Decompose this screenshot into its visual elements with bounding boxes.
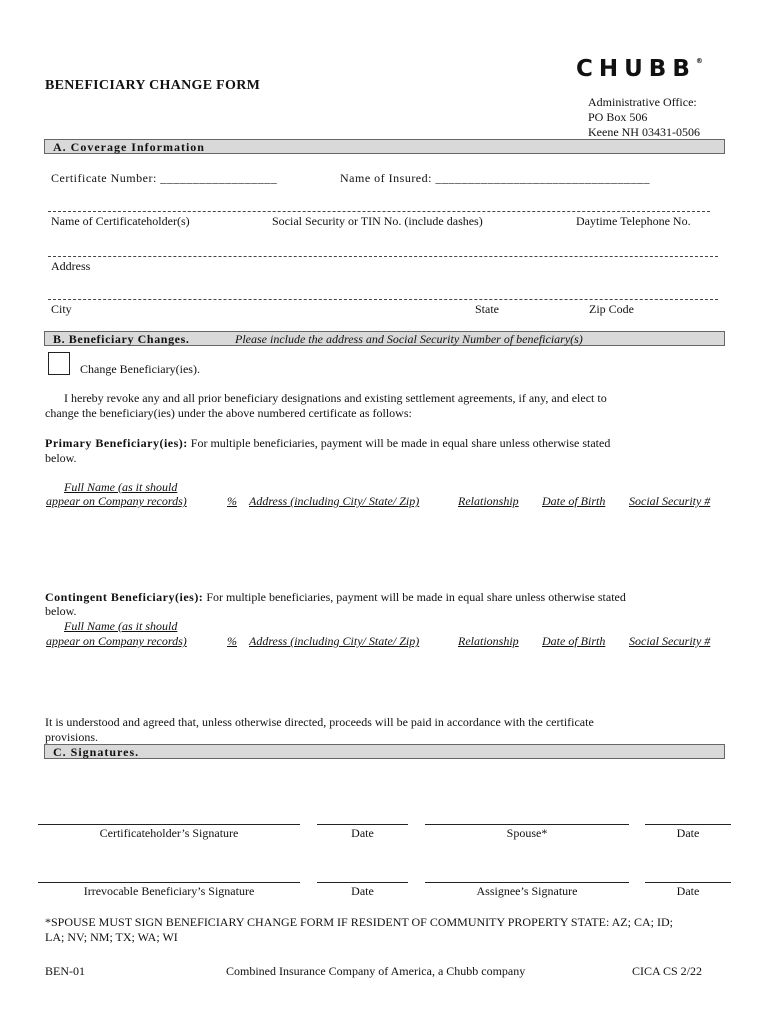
contingent-description-line-2: below. <box>45 604 77 618</box>
spouse-label: Spouse* <box>506 826 548 840</box>
contingent-col-relationship: Relationship <box>458 634 519 648</box>
primary-beneficiary-text <box>45 436 610 451</box>
contingent-col-fullname-1: Full Name (as it should <box>64 619 178 633</box>
form-code: CICA CS 2/22 <box>632 964 703 978</box>
certificateholder-date-line[interactable] <box>317 824 408 825</box>
date-label-2: Date <box>676 826 700 840</box>
admin-office-line-1: Administrative Office: <box>588 95 697 109</box>
primary-col-percent: % <box>227 494 237 508</box>
section-b-note: Please include the address and Social Security Number of beneficiary(s) <box>235 332 583 346</box>
certificateholder-signature-label: Certificateholder’s Signature <box>99 826 239 840</box>
date-label-1: Date <box>351 826 374 840</box>
admin-office-line-2: PO Box 506 <box>588 110 648 124</box>
assignee-date-line[interactable] <box>645 882 731 883</box>
contingent-description: For multiple beneficiaries, payment will be made in equal share unless otherwise stated <box>206 590 626 604</box>
contingent-col-fullname-2: appear on Company records) <box>46 634 187 648</box>
certificate-number-field[interactable]: Certificate Number: __________________ <box>51 171 278 185</box>
change-beneficiary-label: Change Beneficiary(ies). <box>80 362 200 376</box>
contingent-beneficiary-text <box>45 590 626 605</box>
city-label: City <box>51 302 72 316</box>
spouse-note-line-2: LA; NV; NM; TX; WA; WI <box>45 930 178 944</box>
section-b-label: B. Beneficiary Changes. <box>53 332 190 346</box>
primary-col-ssn: Social Security # <box>629 494 711 508</box>
form-title: BENEFICIARY CHANGE FORM <box>45 78 261 93</box>
name-of-insured-field[interactable]: Name of Insured: _________________________________ <box>340 171 650 185</box>
state-label: State <box>475 302 499 316</box>
address-line[interactable] <box>48 256 718 257</box>
assignee-signature-line[interactable] <box>425 882 629 883</box>
primary-col-dob: Date of Birth <box>542 494 606 508</box>
section-a-header <box>44 139 725 154</box>
daytime-phone-label: Daytime Telephone No. <box>576 214 691 228</box>
primary-col-address: Address (including City/ State/ Zip) <box>249 494 420 508</box>
assignee-signature-label: Assignee’s Signature <box>476 884 578 898</box>
section-b-header <box>44 331 725 346</box>
spouse-note-line-1: *SPOUSE MUST SIGN BENEFICIARY CHANGE FORM IF RESIDENT OF COMMUNITY PROPERTY STATE: AZ; CA; ID; <box>45 915 673 929</box>
certificateholder-label: Name of Certificateholder(s) <box>51 214 190 228</box>
irrevocable-signature-label: Irrevocable Beneficiary’s Signature <box>83 884 255 898</box>
certificateholder-signature-line[interactable] <box>38 824 300 825</box>
section-a-label: A. Coverage Information <box>53 140 205 154</box>
section-c-label: C. Signatures. <box>53 745 140 759</box>
spouse-signature-line[interactable] <box>425 824 629 825</box>
logo-text: CHUBB <box>576 56 696 82</box>
contingent-col-dob: Date of Birth <box>542 634 606 648</box>
ssn-tin-label: Social Security or TIN No. (include dashes) <box>272 214 483 228</box>
primary-description: For multiple beneficiaries, payment will be made in equal share unless otherwise stated <box>190 436 611 450</box>
chubb-logo <box>576 56 703 82</box>
logo-registered-mark: ® <box>695 57 703 66</box>
section-c-header <box>44 744 725 759</box>
zip-label: Zip Code <box>589 302 634 316</box>
irrevocable-date-line[interactable] <box>317 882 408 883</box>
admin-office-line-3: Keene NH 03431-0506 <box>588 125 700 139</box>
contingent-col-percent: % <box>227 634 237 648</box>
company-name: Combined Insurance Company of America, a Chubb company <box>226 964 526 978</box>
date-label-3: Date <box>351 884 374 898</box>
understood-text-line-2: provisions. <box>45 730 99 744</box>
revoke-text-line-2: change the beneficiary(ies) under the above numbered certificate as follows: <box>45 406 412 420</box>
revoke-text-line-1: I hereby revoke any and all prior beneficiary designations and existing settlement agreements, if any, and elect to <box>64 391 607 405</box>
irrevocable-signature-line[interactable] <box>38 882 300 883</box>
address-label: Address <box>51 259 91 273</box>
change-beneficiary-checkbox[interactable] <box>48 352 70 375</box>
spouse-date-line[interactable] <box>645 824 731 825</box>
primary-col-relationship: Relationship <box>458 494 519 508</box>
city-state-zip-line[interactable] <box>48 299 718 300</box>
contingent-col-address: Address (including City/ State/ Zip) <box>249 634 420 648</box>
primary-heading: Primary Beneficiary(ies): <box>45 436 188 450</box>
understood-text-line-1: It is understood and agreed that, unless otherwise directed, proceeds will be paid in accordance with the certificate <box>45 715 594 729</box>
contingent-col-ssn: Social Security # <box>629 634 711 648</box>
form-id: BEN-01 <box>45 964 85 978</box>
primary-description-line-2: below. <box>45 451 77 465</box>
date-label-4: Date <box>676 884 700 898</box>
primary-col-fullname-1: Full Name (as it should <box>64 480 178 494</box>
certificateholder-line[interactable] <box>48 211 710 212</box>
contingent-heading: Contingent Beneficiary(ies): <box>45 590 204 604</box>
primary-col-fullname-2: appear on Company records) <box>46 494 187 508</box>
